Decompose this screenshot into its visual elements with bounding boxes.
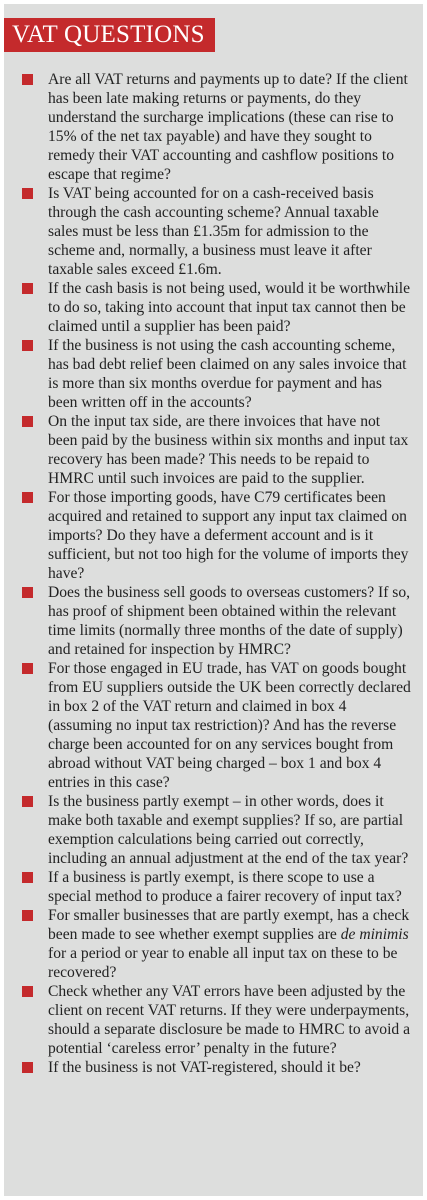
red-square-bullet-icon (22, 188, 33, 199)
question-text: Check whether any VAT errors have been adjusted by the client on recent VAT returns. If they were underpayments, should a separate disclosure be made to HMRC to avoid a potential ‘careless error’ penalty in the future? (48, 983, 411, 1057)
question-text: On the input tax side, are there invoices that have not been paid by the business within six months and input tax recovery has been made? This needs to be repaid to HMRC until such invoices are paid to the supplier. (48, 413, 409, 487)
red-square-bullet-icon (22, 796, 33, 807)
question-text: For those engaged in EU trade, has VAT on goods bought from EU suppliers outside the UK been correctly declared in box 2 of the VAT return and claimed in box 4 (assuming no input tax restriction)? And has the reverse charge been accounted for on any services bought from abroad without VAT being charged – box 1 and box 4 entries in this case? (48, 660, 411, 791)
red-square-bullet-icon (22, 587, 33, 598)
red-square-bullet-icon (22, 663, 33, 674)
question-text: Is VAT being accounted for on a cash-received basis through the cash accounting scheme? Annual taxable sales must be less than £1.35m for admission to the scheme and, normally, a business must leave it after taxable sales exceed £1.6m. (48, 185, 379, 278)
red-square-bullet-icon (22, 283, 33, 294)
red-square-bullet-icon (22, 492, 33, 503)
question-text: If a business is partly exempt, is there scope to use a special method to produce a fairer recovery of input tax? (48, 869, 402, 905)
list-item (4, 336, 423, 412)
question-text-part: for a period or year to enable all input tax on these to be recovered? (48, 945, 398, 981)
list-item (4, 184, 423, 279)
list-item (4, 70, 423, 184)
list-item (4, 488, 423, 583)
list-item (4, 792, 423, 868)
question-text-part: For smaller businesses that are partly exempt, has a check been made to see whether exempt supplies are (48, 907, 410, 943)
question-text: Is the business partly exempt – in other words, does it make both taxable and exempt supplies? If so, are partial exemption calculations being carried out correctly, including an annual adjustment at the end of the tax year? (48, 793, 409, 867)
red-square-bullet-icon (22, 1062, 33, 1073)
red-square-bullet-icon (22, 986, 33, 997)
red-square-bullet-icon (22, 872, 33, 883)
red-square-bullet-icon (22, 74, 33, 85)
vat-questions-panel (4, 4, 423, 1196)
question-text: If the business is not using the cash accounting scheme, has bad debt relief been claimed on any sales invoice that is more than six months overdue for payment and has been written off in the accounts? (48, 337, 407, 411)
list-item (4, 412, 423, 488)
list-item (4, 279, 423, 336)
list-item (4, 868, 423, 906)
panel-title: VAT QUESTIONS (4, 18, 215, 52)
question-text (48, 906, 413, 982)
list-item (4, 982, 423, 1058)
red-square-bullet-icon (22, 340, 33, 351)
list-item (4, 906, 423, 982)
red-square-bullet-icon (22, 416, 33, 427)
red-square-bullet-icon (22, 910, 33, 921)
list-item (4, 583, 423, 659)
question-text: If the business is not VAT-registered, should it be? (48, 1059, 361, 1076)
question-text: Does the business sell goods to overseas customers? If so, has proof of shipment been obtained within the relevant time limits (normally three months of the date of supply) and retained for inspection by HMRC? (48, 584, 411, 658)
question-text: Are all VAT returns and payments up to date? If the client has been late making returns or payments, do they understand the surcharge implications (these can rise to 15% of the net tax payable) and have they sought to remedy their VAT accounting and cashflow positions to escape that regime? (48, 71, 408, 183)
list-item (4, 659, 423, 792)
latin-term: de minimis (340, 926, 409, 943)
questions-list (4, 70, 423, 1077)
list-item (4, 1058, 423, 1077)
question-text: For those importing goods, have C79 certificates been acquired and retained to support any input tax claimed on imports? Do they have a deferment account and is it sufficient, but not too high for the volume of imports they have? (48, 489, 409, 582)
question-text: If the cash basis is not being used, would it be worthwhile to do so, taking into account that input tax cannot then be claimed until a supplier has been paid? (48, 280, 411, 335)
